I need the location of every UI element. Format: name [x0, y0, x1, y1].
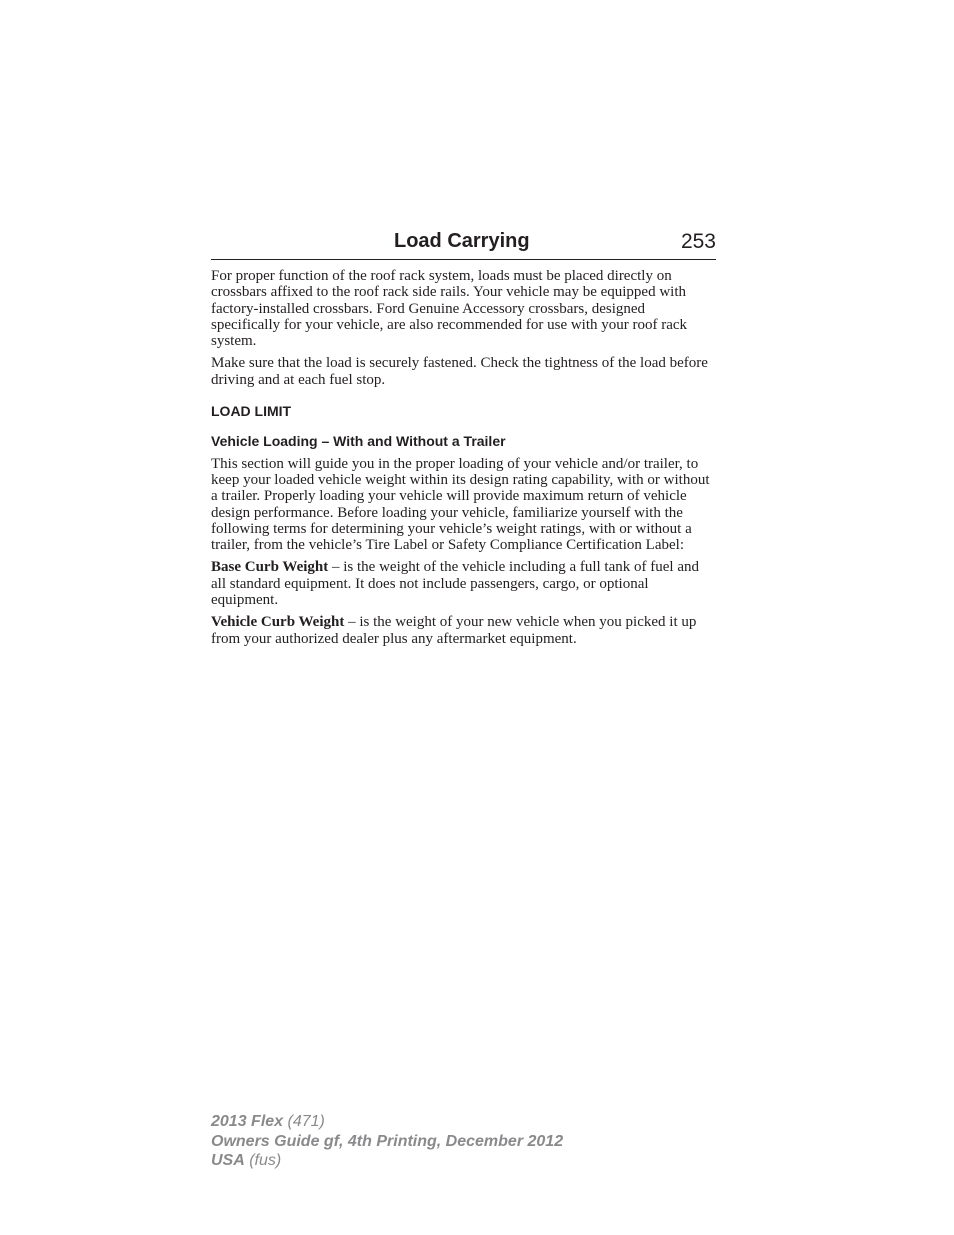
page-content	[211, 268, 717, 653]
paragraph-roof-rack: For proper function of the roof rack system, loads must be placed directly on crossbars affixed to the roof rack side rails. Your vehicle may be equipped with factory-installed crossbars. Ford Genuine Accessory crossbars, designed specifically for your vehicle, are also recommended for use with your roof rack system.	[211, 268, 688, 350]
footer-model-code: (471)	[283, 1113, 325, 1130]
definition-term: Base Curb Weight	[211, 559, 329, 576]
definition-base-curb-weight	[211, 559, 717, 608]
page-title: Load Carrying	[394, 230, 530, 252]
footer-printing: Owners Guide gf, 4th Printing, December 2012	[211, 1132, 564, 1150]
definition-vehicle-curb-weight	[211, 614, 717, 647]
definition-text: – is the weight of the vehicle including a full tank of fuel and all standard equipment. It does not include passengers, cargo, or optional equipment.	[211, 559, 699, 609]
paragraph-load-fastened: Make sure that the load is securely fastened. Check the tightness of the load before driving and at each fuel stop.	[211, 355, 708, 388]
footer-line-model	[211, 1112, 563, 1132]
footer-market: USA	[211, 1152, 245, 1169]
page-number: 253	[680, 230, 716, 253]
footer-line-market	[211, 1151, 563, 1171]
definition-text: – is the weight of your new vehicle when you picked it up from your authorized dealer plus any aftermarket equipment.	[211, 614, 697, 647]
footer-market-code: (fus)	[244, 1152, 282, 1169]
paragraph-loading-guide: This section will guide you in the proper loading of your vehicle and/or trailer, to keep your loaded vehicle weight within its design rating capability, with or without a trailer. Properly loading your vehicle will provide maximum return of vehicle design performance. Before loading your vehicle, familiarize yourself with the following terms for determining your vehicle’s weight ratings, with or without a trailer, from the vehicle’s Tire Label or Safety Compliance Certification Label:	[211, 455, 710, 554]
page-header	[211, 228, 716, 260]
footer-model: 2013 Flex	[211, 1113, 284, 1130]
page-footer	[211, 1112, 563, 1171]
subheading-vehicle-loading: Vehicle Loading – With and Without a Trailer	[211, 433, 506, 450]
section-heading-load-limit: LOAD LIMIT	[211, 403, 292, 420]
definition-term: Vehicle Curb Weight	[211, 614, 345, 631]
